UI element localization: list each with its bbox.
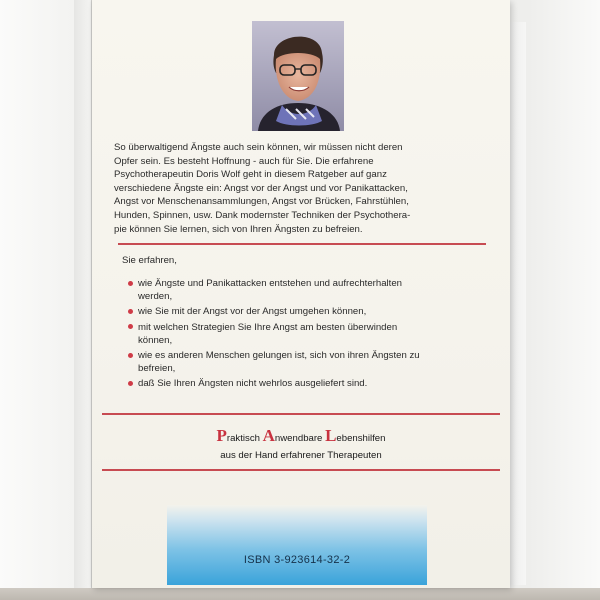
description-line: Psychotherapeutin Doris Wolf geht in diesem Ratgeber auf ganz (114, 169, 387, 181)
list-item (128, 305, 468, 318)
series-slogan-line2: aus der Hand erfahrener Therapeuten (220, 450, 382, 461)
book-back-cover (92, 0, 510, 588)
list-intro: Sie erfahren, (122, 255, 177, 266)
list-item-text: befreien, (138, 363, 176, 375)
bullet-icon (128, 309, 133, 314)
list-item (128, 377, 468, 390)
slogan-word: raktisch (226, 433, 263, 444)
list-item (128, 277, 468, 303)
description-line: So überwaltigend Ängste auch sein können, wir müssen nicht deren (114, 142, 403, 153)
list-item (128, 349, 468, 375)
table-surface (0, 588, 600, 600)
benefits-list (128, 277, 468, 393)
isbn-number: ISBN 3-923614-32-2 (243, 554, 351, 566)
bullet-icon (128, 324, 133, 329)
red-divider-bottom (102, 469, 500, 471)
bullet-icon (128, 281, 133, 286)
series-slogan-line1 (92, 426, 510, 446)
slogan-initial: A (262, 426, 275, 445)
author-portrait-drawing (252, 21, 344, 131)
list-item-text: wie Ängste und Panikattacken entstehen und aufrechterhalten (138, 278, 403, 289)
description-line: Angst vor Menschenansammlungen, Angst vor Brücken, Fahrstühlen, (114, 196, 409, 208)
list-item-text: wie es anderen Menschen gelungen ist, sich von ihren Ängsten zu (138, 350, 420, 362)
bullet-icon (128, 353, 133, 358)
description-line: Opfer sein. Es besteht Hoffnung - auch für Sie. Die erfahrene (114, 155, 374, 167)
description-line: Hunden, Spinnen, usw. Dank modernster Techniken der Psychothera- (114, 209, 411, 221)
slogan-initial: P (216, 426, 227, 445)
author-portrait (252, 21, 344, 131)
slogan-word: nwendbare (274, 433, 326, 444)
list-item-text: mit welchen Strategien Sie Ihre Angst am besten überwinden (138, 321, 398, 333)
slogan-initial: L (325, 426, 337, 445)
red-divider-top (118, 243, 486, 245)
description-line: pie können Sie lernen, sich von Ihren Ängsten zu befreien. (114, 223, 363, 235)
list-item-text: können, (138, 334, 173, 346)
red-divider-middle (102, 413, 500, 415)
list-item-text: werden, (138, 291, 173, 303)
description-paragraph (114, 141, 486, 236)
isbn-band (167, 505, 427, 585)
description-line: verschiedene Ängste ein: Angst vor der Angst und vor Panikattacken, (114, 182, 408, 194)
list-item-text: wie Sie mit der Angst vor der Angst umgehen können, (138, 306, 367, 318)
list-item-text: daß Sie Ihren Ängsten nicht wehrlos ausgeliefert sind. (138, 378, 368, 390)
background-book-left (74, 0, 92, 588)
list-item (128, 321, 468, 347)
slogan-word: ebenshilfen (336, 433, 386, 444)
bullet-icon (128, 381, 133, 386)
